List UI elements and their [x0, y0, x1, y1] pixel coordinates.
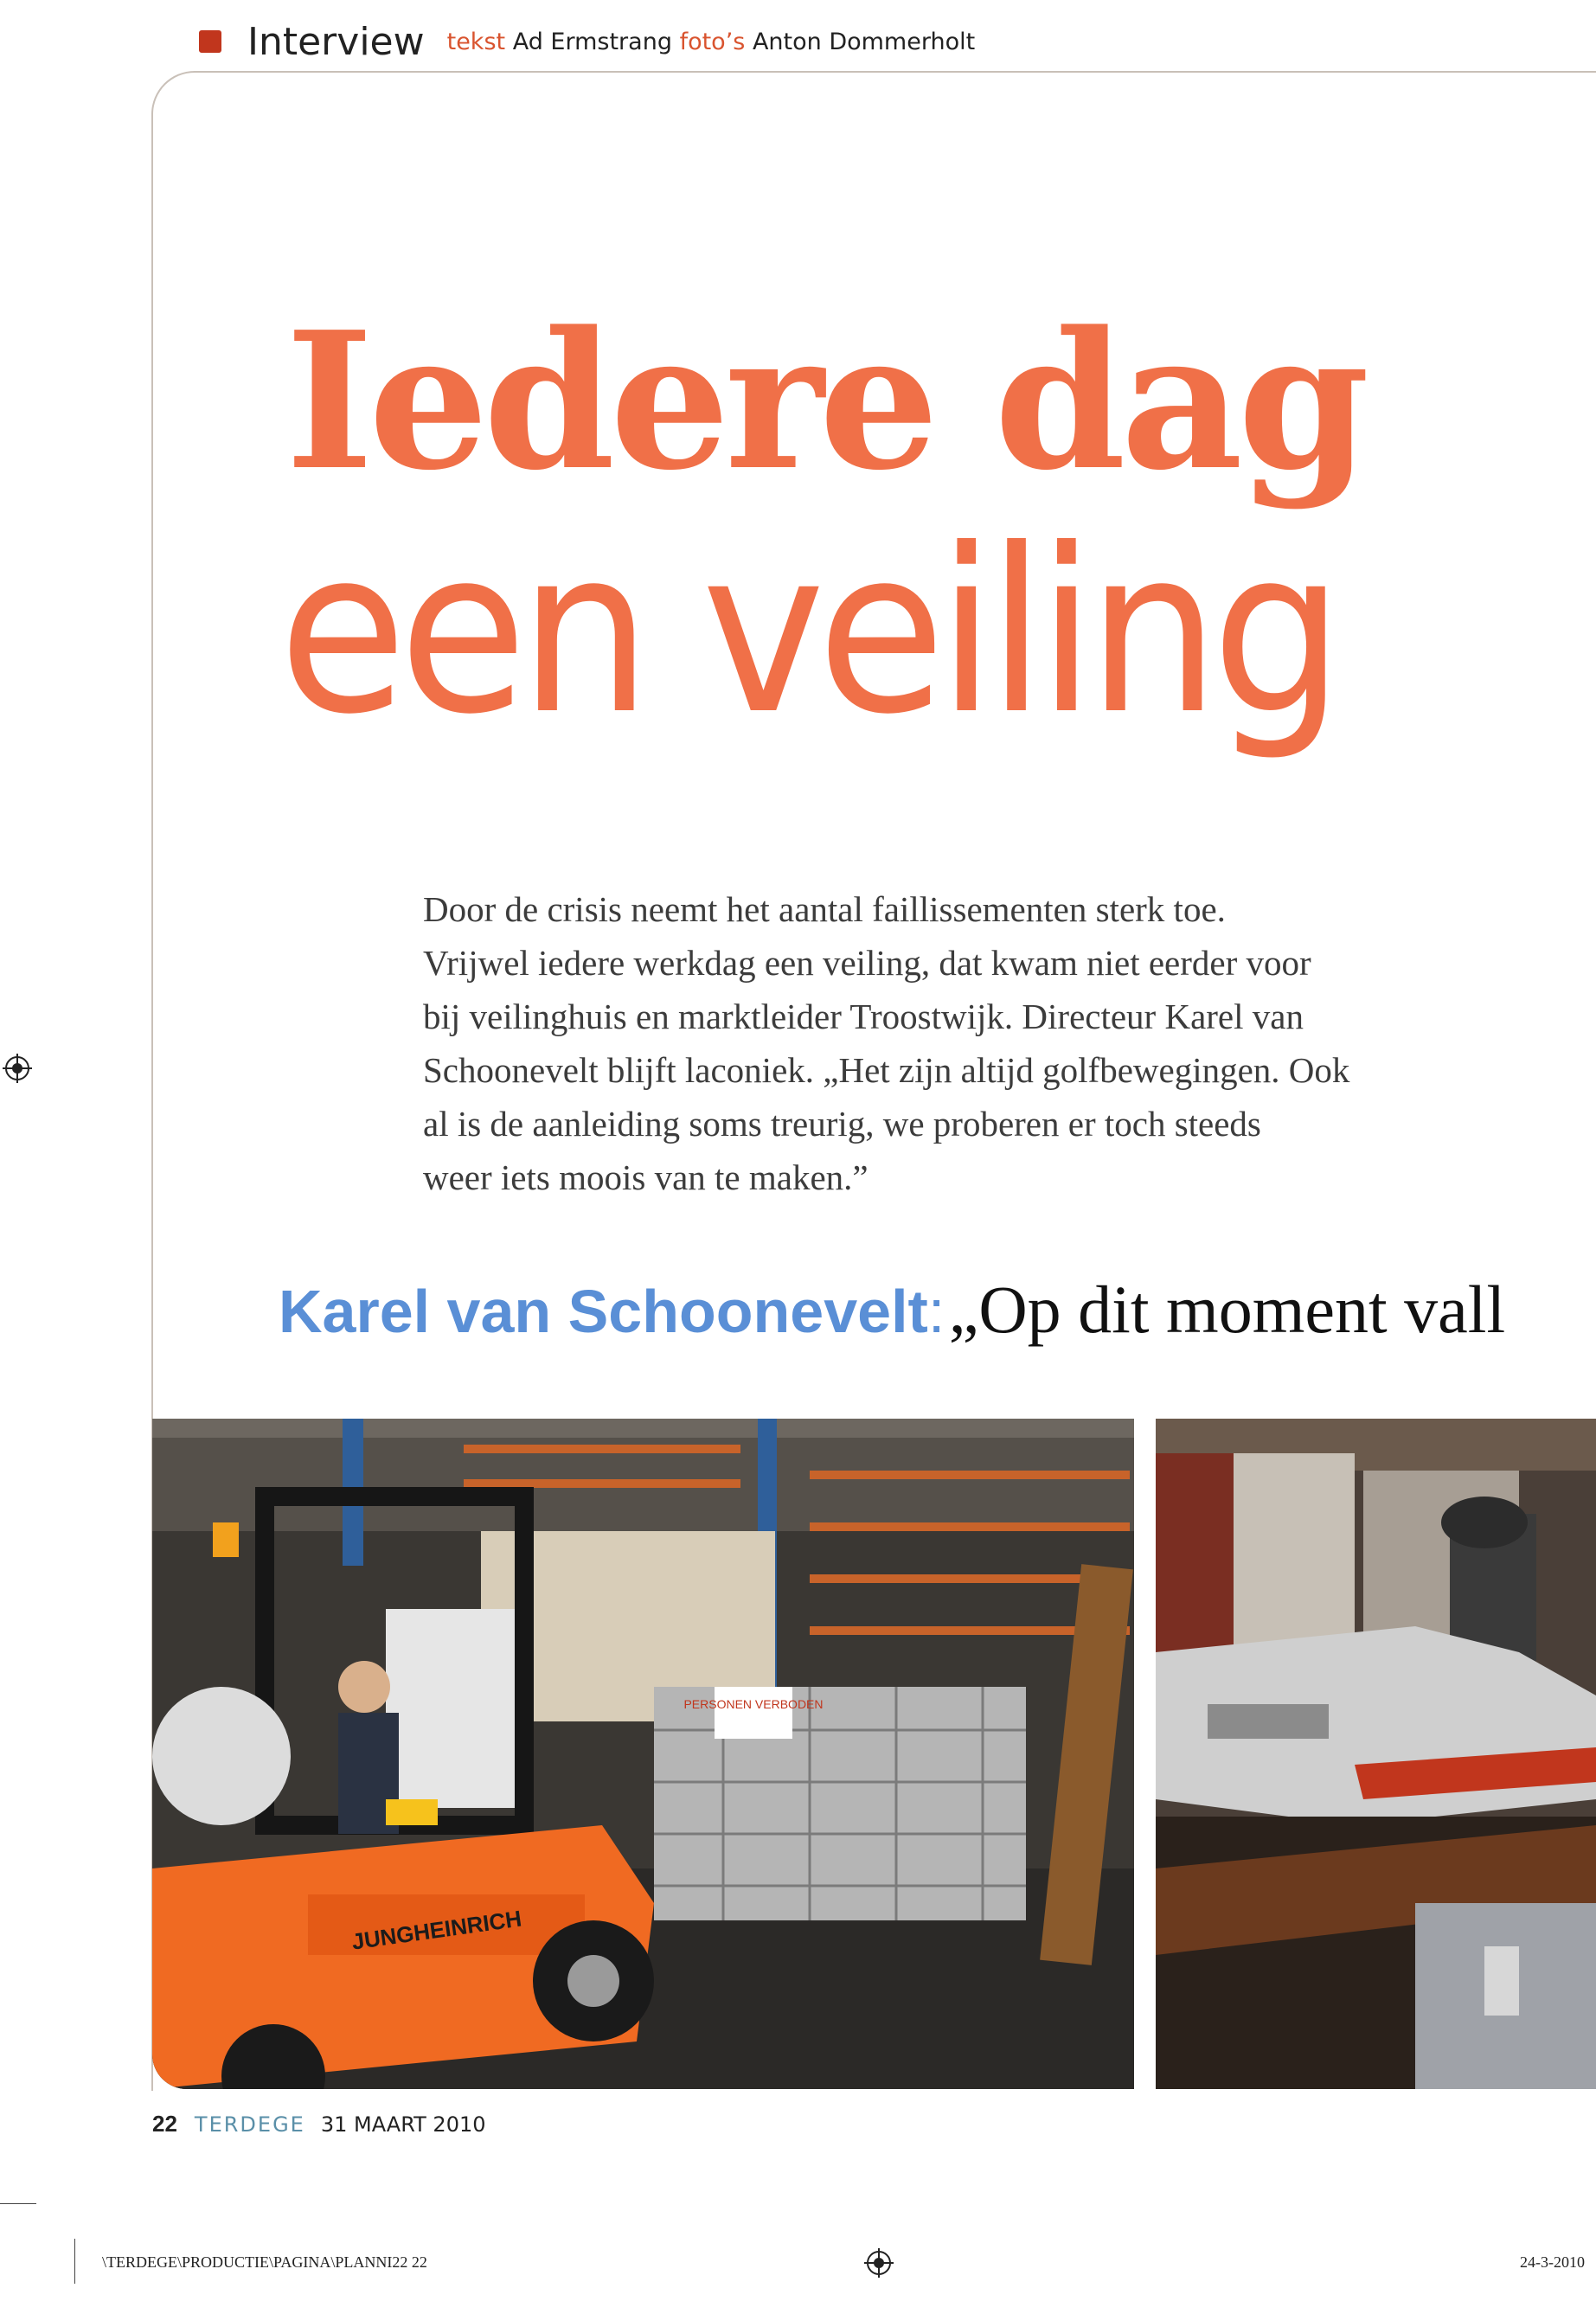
trim-mark [0, 2203, 36, 2204]
registration-mark-icon [3, 1054, 32, 1083]
intro-line: Schoonevelt blijft laconiek. „Het zijn altijd golfbewegingen. Ook [423, 1050, 1350, 1090]
pull-quote-speaker: Karel van Schoonevelt [279, 1278, 928, 1345]
intro-line: Door de crisis neemt het aantal faillissementen sterk toe. [423, 889, 1226, 929]
photo-forklift [152, 1419, 1134, 2089]
slug-file-path: \TERDEGE\PRODUCTIE\PAGINA\PLANNI22 22 [102, 2253, 427, 2271]
pull-quote-colon: : [927, 1278, 945, 1345]
article-header [199, 16, 975, 67]
intro-line: Vrijwel iedere werkdag een veiling, dat kwam niet eerder voor [423, 943, 1311, 983]
credits [447, 29, 976, 55]
pull-quote [279, 1272, 1506, 1347]
magazine-name: TERDEGE [194, 2112, 305, 2137]
headline-light: een veiling [279, 500, 1336, 764]
pull-quote-text: „Op dit moment vall [948, 1272, 1506, 1347]
registration-mark-icon [864, 2248, 894, 2278]
text-credit-author: Ad Ermstrang [512, 28, 672, 55]
photo-credit-author: Anton Dommerholt [752, 28, 976, 55]
slug-date: 24-3-2010 [1520, 2253, 1585, 2271]
intro-line: weer iets moois van te maken.” [423, 1157, 869, 1197]
photo-credit-label: foto’s [679, 28, 746, 55]
section-marker-square [199, 30, 221, 53]
forklift-sign-text: PERSONEN VERBODEN [683, 1697, 824, 1711]
page-number: 22 [152, 2111, 177, 2137]
text-credit-label: tekst [446, 28, 506, 55]
forklift-brand-text: JUNGHEINRICH [349, 1905, 523, 1955]
page-footer [152, 2111, 486, 2138]
trim-mark [74, 2239, 75, 2284]
forklift-photo-illustration [152, 1419, 1134, 2089]
intro-line: bij veilinghuis en marktleider Troostwijk. Directeur Karel van [423, 997, 1304, 1036]
section-label: Interview [247, 19, 425, 64]
photo-machinery [1156, 1419, 1596, 2089]
machinery-photo-illustration [1156, 1419, 1596, 2089]
headline-bold: Iedere dag [285, 291, 1365, 512]
issue-date: 31 MAART 2010 [320, 2112, 486, 2137]
intro-paragraph [423, 882, 1426, 1204]
intro-line: al is de aanleiding soms treurig, we proberen er toch steeds [423, 1104, 1261, 1144]
